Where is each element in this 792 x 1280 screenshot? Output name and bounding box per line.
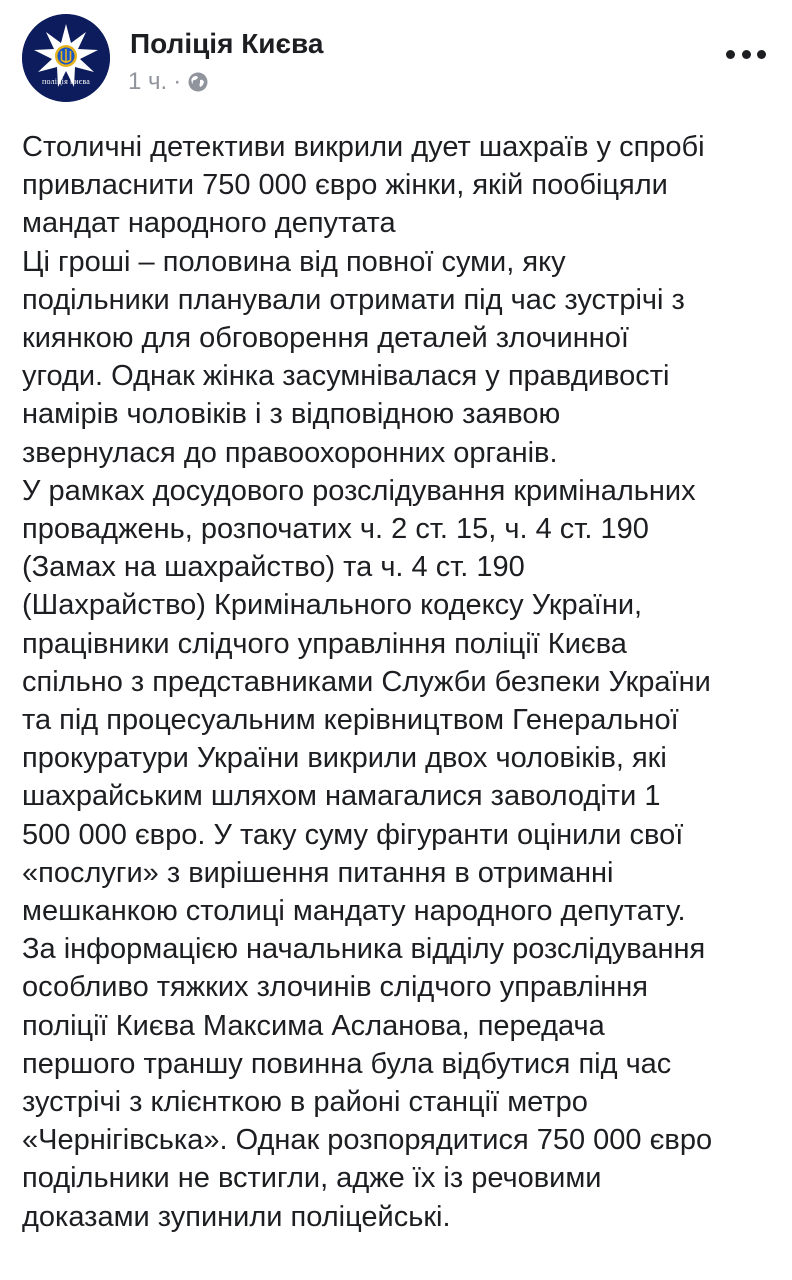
post-text-line: прокуратури України викрили двох чоловіків, які — [22, 742, 667, 775]
post-text-line: проваджень, розпочатих ч. 2 ст. 15, ч. 4 ст. 190 — [22, 513, 649, 546]
post-timestamp[interactable]: 1 ч. — [128, 68, 168, 95]
post-text-line: 500 000 євро. У таку суму фігуранти оцінили свої — [22, 818, 684, 851]
post-text-line: шахрайським шляхом намагалися заволодіти 1 — [22, 780, 661, 813]
post-text-line: Столичні детективи викрили дует шахраїв у спробі — [22, 131, 705, 163]
post-text-line: зустрічі з клієнткою в районі станції метро — [22, 1086, 588, 1119]
post-text-line: подільники планували отримати під час зустрічі з — [22, 283, 685, 316]
avatar-caption: поліція києва — [42, 77, 90, 86]
post-text-line: «Чернігівська». Однак розпорядитися 750 000 євро — [22, 1124, 713, 1157]
post-text-line: угоди. Однак жінка засумнівалася у правдивості — [22, 360, 670, 393]
post-text-line: намірів чоловіків і з відповідною заявою — [22, 398, 561, 431]
post-text-line: «послуги» з вирішення питання в отриманні — [22, 856, 614, 889]
post-text-line: У рамках досудового розслідування кримінальних — [22, 474, 696, 507]
post-text-line: поліції Києва Максима Асланова, передача — [22, 1009, 605, 1042]
post-text-line: подільники не встигли, адже їх із речовими — [22, 1162, 602, 1195]
globe-icon — [187, 71, 209, 93]
post-text-line: доказами зупинили поліцейські. — [22, 1200, 451, 1233]
post-text-line: За інформацією начальника відділу розслідування — [22, 933, 706, 966]
page-avatar[interactable] — [22, 14, 110, 102]
post-text-line: киянкою для обговорення деталей злочинної — [22, 322, 629, 355]
post-text-line: (Шахрайство) Кримінального кодексу України, — [22, 589, 643, 622]
post-text-line: працівники слідчого управління поліції Києва — [22, 627, 627, 660]
more-dot — [757, 50, 766, 59]
post-text-line: (Замах на шахрайство) та ч. 4 ст. 190 — [22, 551, 525, 584]
more-options-button[interactable] — [726, 44, 766, 64]
post-text-line: привласнити 750 000 євро жінки, якій пообіцяли — [22, 169, 668, 202]
police-badge-icon — [22, 14, 110, 102]
post-text — [22, 128, 782, 1236]
post-text-line: мандат народного депутата — [22, 207, 396, 240]
post-text-line: спільно з представниками Служби безпеки України — [22, 665, 711, 698]
page-name-link[interactable]: Поліція Києва — [130, 28, 324, 59]
meta-separator: · — [173, 68, 182, 95]
post-text-line: звернулася до правоохоронних органів. — [22, 436, 558, 469]
more-dot — [726, 50, 735, 59]
more-dot — [742, 50, 751, 59]
post-text-line: мешканкою столиці мандату народного депутату. — [22, 895, 686, 928]
post-text-line: Ці гроші – половина від повної суми, яку — [22, 245, 566, 278]
post-text-line: першого траншу повинна була відбутися під час — [22, 1047, 672, 1080]
post-text-line: особливо тяжких злочинів слідчого управління — [22, 971, 648, 1004]
post-meta — [128, 68, 209, 96]
post-header — [22, 14, 770, 104]
post-text-line: та під процесуальним керівництвом Генеральної — [22, 704, 679, 737]
